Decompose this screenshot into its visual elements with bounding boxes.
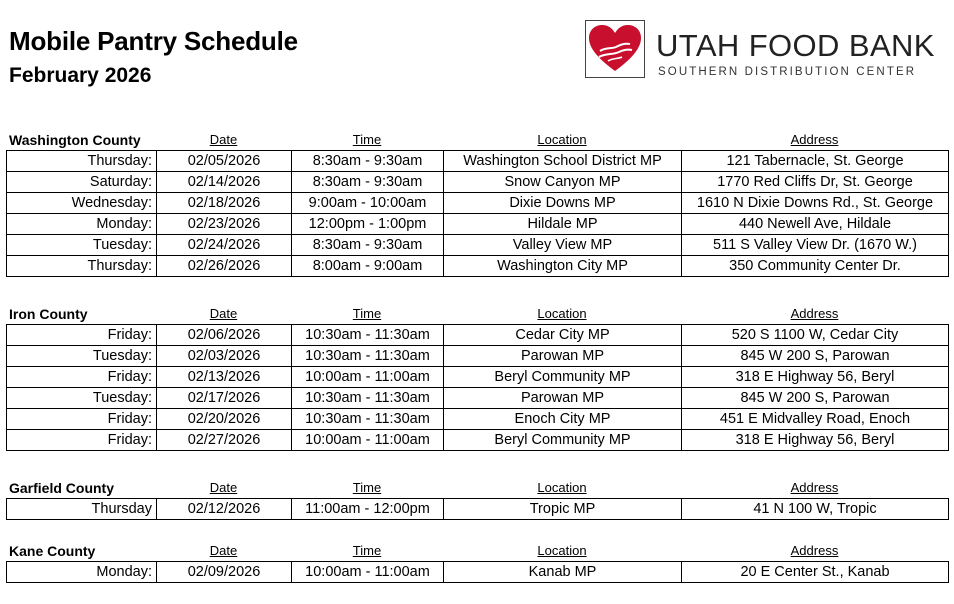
cell-date: 02/26/2026 <box>157 256 292 277</box>
column-header-address: Address <box>790 132 839 147</box>
cell-date: 02/05/2026 <box>157 151 292 172</box>
logo-subtitle: SOUTHERN DISTRIBUTION CENTER <box>658 66 917 78</box>
cell-date: 02/17/2026 <box>157 388 292 409</box>
cell-address: 318 E Highway 56, Beryl <box>682 367 949 388</box>
cell-day: Tuesday: <box>7 235 157 256</box>
table-row <box>7 346 949 367</box>
cell-address: 511 S Valley View Dr. (1670 W.) <box>682 235 949 256</box>
cell-location: Beryl Community MP <box>444 430 682 451</box>
cell-location: Valley View MP <box>444 235 682 256</box>
table-row <box>7 430 949 451</box>
section-header <box>6 541 948 561</box>
cell-time: 8:30am - 9:30am <box>292 235 444 256</box>
schedule-table <box>6 324 949 451</box>
county-name: Washington County <box>9 132 141 148</box>
cell-time: 10:30am - 11:30am <box>292 325 444 346</box>
page-subtitle: February 2026 <box>9 64 152 87</box>
cell-time: 8:30am - 9:30am <box>292 172 444 193</box>
county-section <box>6 541 948 583</box>
logo-name: UTAH FOOD BANK <box>656 28 935 63</box>
cell-time: 8:00am - 9:00am <box>292 256 444 277</box>
cell-time: 10:00am - 11:00am <box>292 430 444 451</box>
cell-location: Washington City MP <box>444 256 682 277</box>
cell-date: 02/03/2026 <box>157 346 292 367</box>
cell-day: Friday: <box>7 367 157 388</box>
cell-day: Friday: <box>7 325 157 346</box>
cell-date: 02/14/2026 <box>157 172 292 193</box>
cell-address: 451 E Midvalley Road, Enoch <box>682 409 949 430</box>
cell-date: 02/09/2026 <box>157 562 292 583</box>
cell-date: 02/27/2026 <box>157 430 292 451</box>
column-header-time: Time <box>352 132 382 147</box>
cell-location: Washington School District MP <box>444 151 682 172</box>
cell-location: Dixie Downs MP <box>444 193 682 214</box>
cell-day: Tuesday: <box>7 346 157 367</box>
column-header-address: Address <box>790 306 839 321</box>
column-header-location: Location <box>537 480 587 495</box>
column-header-time: Time <box>352 480 382 495</box>
cell-location: Cedar City MP <box>444 325 682 346</box>
cell-date: 02/12/2026 <box>157 499 292 520</box>
cell-location: Kanab MP <box>444 562 682 583</box>
table-row <box>7 409 949 430</box>
cell-address: 121 Tabernacle, St. George <box>682 151 949 172</box>
cell-date: 02/24/2026 <box>157 235 292 256</box>
cell-day: Thursday: <box>7 256 157 277</box>
county-section <box>6 130 948 277</box>
column-header-date: Date <box>209 543 238 558</box>
cell-day: Saturday: <box>7 172 157 193</box>
county-name: Garfield County <box>9 480 115 496</box>
column-header-location: Location <box>537 132 587 147</box>
column-header-address: Address <box>790 543 839 558</box>
cell-time: 9:00am - 10:00am <box>292 193 444 214</box>
table-row <box>7 325 949 346</box>
column-header-date: Date <box>209 480 238 495</box>
cell-date: 02/20/2026 <box>157 409 292 430</box>
cell-day: Wednesday: <box>7 193 157 214</box>
cell-address: 845 W 200 S, Parowan <box>682 346 949 367</box>
county-name: Kane County <box>9 543 96 559</box>
table-row <box>7 214 949 235</box>
utah-food-bank-logo <box>585 20 950 82</box>
cell-date: 02/23/2026 <box>157 214 292 235</box>
cell-time: 10:00am - 11:00am <box>292 562 444 583</box>
cell-address: 520 S 1100 W, Cedar City <box>682 325 949 346</box>
cell-address: 1770 Red Cliffs Dr, St. George <box>682 172 949 193</box>
cell-address: 41 N 100 W, Tropic <box>682 499 949 520</box>
cell-address: 318 E Highway 56, Beryl <box>682 430 949 451</box>
cell-date: 02/13/2026 <box>157 367 292 388</box>
table-row <box>7 151 949 172</box>
cell-time: 10:30am - 11:30am <box>292 346 444 367</box>
cell-location: Parowan MP <box>444 388 682 409</box>
cell-location: Enoch City MP <box>444 409 682 430</box>
cell-day: Thursday <box>7 499 157 520</box>
cell-address: 350 Community Center Dr. <box>682 256 949 277</box>
cell-day: Monday: <box>7 214 157 235</box>
table-row <box>7 562 949 583</box>
page-title: Mobile Pantry Schedule <box>9 26 298 56</box>
cell-day: Tuesday: <box>7 388 157 409</box>
cell-time: 10:30am - 11:30am <box>292 409 444 430</box>
cell-day: Friday: <box>7 430 157 451</box>
schedule-table <box>6 561 949 583</box>
cell-location: Tropic MP <box>444 499 682 520</box>
table-row <box>7 193 949 214</box>
cell-location: Parowan MP <box>444 346 682 367</box>
cell-time: 12:00pm - 1:00pm <box>292 214 444 235</box>
section-header <box>6 304 948 324</box>
cell-date: 02/06/2026 <box>157 325 292 346</box>
cell-day: Thursday: <box>7 151 157 172</box>
cell-time: 10:30am - 11:30am <box>292 388 444 409</box>
cell-day: Monday: <box>7 562 157 583</box>
cell-date: 02/18/2026 <box>157 193 292 214</box>
cell-address: 20 E Center St., Kanab <box>682 562 949 583</box>
cell-time: 11:00am - 12:00pm <box>292 499 444 520</box>
county-section <box>6 478 948 520</box>
cell-time: 10:00am - 11:00am <box>292 367 444 388</box>
cell-location: Snow Canyon MP <box>444 172 682 193</box>
column-header-address: Address <box>790 480 839 495</box>
table-row <box>7 256 949 277</box>
county-section <box>6 304 948 451</box>
table-row <box>7 367 949 388</box>
column-header-time: Time <box>352 543 382 558</box>
cell-time: 8:30am - 9:30am <box>292 151 444 172</box>
column-header-date: Date <box>209 306 238 321</box>
column-header-location: Location <box>537 543 587 558</box>
table-row <box>7 388 949 409</box>
county-name: Iron County <box>9 306 88 322</box>
section-header <box>6 478 948 498</box>
table-row <box>7 172 949 193</box>
cell-address: 440 Newell Ave, Hildale <box>682 214 949 235</box>
column-header-date: Date <box>209 132 238 147</box>
column-header-time: Time <box>352 306 382 321</box>
table-row <box>7 235 949 256</box>
cell-address: 1610 N Dixie Downs Rd., St. George <box>682 193 949 214</box>
schedule-table <box>6 498 949 520</box>
cell-location: Hildale MP <box>444 214 682 235</box>
section-header <box>6 130 948 150</box>
column-header-location: Location <box>537 306 587 321</box>
heart-logo-icon <box>585 20 645 78</box>
table-row <box>7 499 949 520</box>
cell-day: Friday: <box>7 409 157 430</box>
cell-address: 845 W 200 S, Parowan <box>682 388 949 409</box>
schedule-table <box>6 150 949 277</box>
cell-location: Beryl Community MP <box>444 367 682 388</box>
